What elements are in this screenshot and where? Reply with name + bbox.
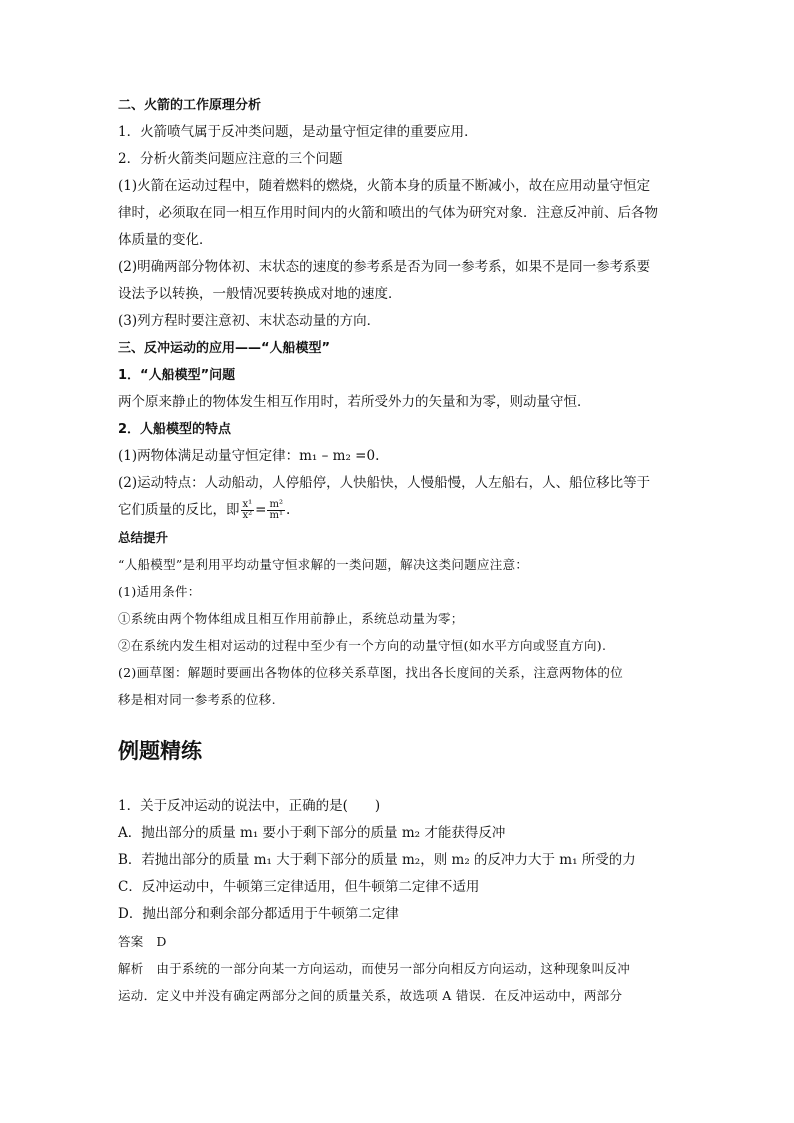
paragraph: 1．火箭喷气属于反冲类问题，是动量守恒定律的重要应用． (118, 124, 478, 140)
paragraph: 设法予以转换，一般情况要转换成对地的速度． (118, 286, 402, 302)
paragraph: (3)列方程时要注意初、末状态动量的方向． (118, 313, 381, 329)
text: 它们质量的反比，即 (118, 502, 240, 518)
summary-paragraph: (2)画草图：解题时要画出各物体的位移关系草图，找出各长度间的关系，注意两物体的位 (118, 665, 624, 680)
fraction-numerator: m² (269, 499, 283, 510)
paragraph: 两个原来静止的物体发生相互作用时，若所受外力的矢量和为零，则动量守恒． (118, 394, 591, 410)
option-b: B．若抛出部分的质量 m₁ 大于剩下部分的质量 m₂，则 m₂ 的反冲力大于 m₁ 所受的力 (118, 852, 636, 868)
explanation: 运动．定义中并没有确定两部分之间的质量关系，故选项 A 错误．在反冲运动中，两部分 (118, 988, 623, 1003)
paragraph-with-fraction (118, 497, 678, 524)
fraction-denominator: x² (242, 510, 253, 521)
answer: 答案 D (118, 934, 167, 949)
equals-sign: = (255, 502, 267, 518)
paragraph: (2)运动特点：人动船动，人停船停，人快船快，人慢船慢，人左船右，人、船位移比等于 (118, 475, 651, 491)
summary-paragraph: 移是相对同一参考系的位移. (118, 692, 276, 707)
document-page (118, 92, 678, 1009)
option-d: D．抛出部分和剩余部分都适用于牛顿第二定律 (118, 906, 399, 922)
explanation: 解析 由于系统的一部分向某一方向运动，而使另一部分向相反方向运动，这种现象叫反冲 (118, 961, 631, 976)
paragraph: 2．分析火箭类问题应注意的三个问题 (118, 151, 343, 167)
section-heading-boat-model: 三、反冲运动的应用——“人船模型” (118, 341, 331, 356)
fraction-numerator: x¹ (242, 499, 253, 510)
fraction-m (267, 500, 285, 521)
subheading: 2．人船模型的特点 (118, 422, 232, 437)
summary-paragraph: ②在系统内发生相对运动的过程中至少有一个方向的动量守恒(如水平方向或竖直方向). (118, 638, 607, 653)
subheading: 1．“人船模型”问题 (118, 368, 236, 383)
paragraph: 律时，必须取在同一相互作用时间内的火箭和喷出的气体为研究对象．注意反冲前、后各物 (118, 205, 658, 221)
paragraph: (1)火箭在运动过程中，随着燃料的燃烧，火箭本身的质量不断减小，故在应用动量守恒定 (118, 178, 651, 194)
summary-paragraph: ①系统由两个物体组成且相互作用前静止，系统总动量为零； (118, 611, 464, 626)
summary-paragraph: (1)适用条件： (118, 584, 201, 599)
paragraph: 体质量的变化． (118, 232, 213, 248)
option-a: A．抛出部分的质量 m₁ 要小于剩下部分的质量 m₂ 才能获得反冲 (118, 825, 506, 841)
fraction-x (241, 500, 255, 521)
examples-heading: 例题精练 (118, 739, 202, 763)
summary-heading: 总结提升 (118, 530, 169, 545)
section-heading-rocket: 二、火箭的工作原理分析 (118, 98, 262, 113)
option-c: C．反冲运动中，牛顿第三定律适用，但牛顿第二定律不适用 (118, 879, 480, 895)
fraction-denominator: m¹ (269, 510, 283, 521)
question: 1．关于反冲运动的说法中，正确的是( ) (118, 798, 381, 814)
summary-paragraph: “人船模型”是利用平均动量守恒求解的一类问题，解决这类问题应注意： (118, 557, 529, 572)
paragraph: (2)明确两部分物体初、末状态的速度的参考系是否为同一参考系，如果不是同一参考系要 (118, 259, 651, 275)
paragraph: (1)两物体满足动量守恒定律：m₁ – m₂ =0. (118, 448, 380, 464)
period: . (285, 502, 291, 518)
